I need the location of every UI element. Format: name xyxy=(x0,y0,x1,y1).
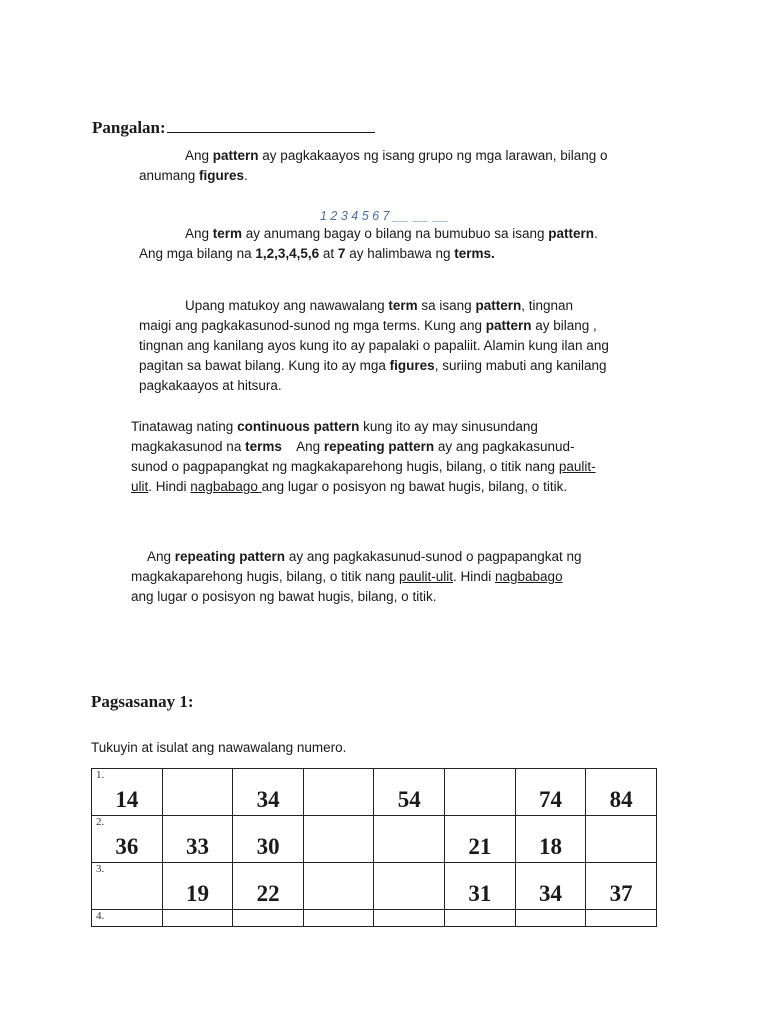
paragraph-continuous-pattern: Tinatawag nating continuous pattern kung ito ay may sinusundang magkakasunod na terms Ang repeating pattern ay ang pagkakasunud-sunod o pagpapangkat ng magkakaparehong hugis, bilang, o titik nang paulit-ulit. Hindi nagbabago ang lugar o posisyon ng bawat hugis, bilang, o titik. xyxy=(131,419,596,494)
row-number: 4. xyxy=(96,910,105,922)
table-cell xyxy=(233,816,304,863)
table-cell[interactable] xyxy=(445,910,516,927)
cell-value: 14 xyxy=(115,787,139,812)
table-cell[interactable] xyxy=(92,910,163,927)
sequence-blanks: __ __ __ xyxy=(393,209,450,223)
table-row xyxy=(92,910,657,927)
term-pattern: pattern xyxy=(212,148,259,163)
table-cell xyxy=(92,769,163,816)
row-number: 2. xyxy=(96,816,105,828)
table-cell[interactable] xyxy=(162,769,233,816)
cell-value: 84 xyxy=(609,787,633,812)
table-cell[interactable] xyxy=(515,910,586,927)
paragraph-pattern-definition: Ang pattern ay pagkakaayos ng isang grupo ng mga larawan, bilang o anumang figures. xyxy=(139,148,608,183)
table-cell xyxy=(445,863,516,910)
table-cell[interactable] xyxy=(374,910,445,927)
sequence-example xyxy=(320,206,450,226)
row-number: 1. xyxy=(96,769,105,781)
table-cell xyxy=(233,769,304,816)
paragraph-missing-term: Upang matukoy ang nawawalang term sa isang pattern, tingnan maigi ang pagkakasunod-sunod ng mga terms. Kung ang pattern ay bilang , tingnan ang kanilang ayos kung ito ay papalaki o papaliit. Alamin kung ilan ang pagitan sa bawat bilang. Kung ito ay mga figures, suriing mabuti ang kanilang pagkakaayos at hitsura. xyxy=(139,298,609,393)
table-cell xyxy=(162,816,233,863)
cell-value: 34 xyxy=(256,787,280,812)
row-number: 3. xyxy=(96,863,105,875)
exercise-instruction: Tukuyin at isulat ang nawawalang numero. xyxy=(91,740,347,755)
cell-value: 37 xyxy=(609,881,633,906)
table-cell[interactable] xyxy=(374,863,445,910)
cell-value xyxy=(233,924,303,926)
cell-value: 30 xyxy=(256,834,280,859)
cell-value: 54 xyxy=(397,787,421,812)
table-cell[interactable] xyxy=(303,910,373,927)
table-cell[interactable] xyxy=(445,769,516,816)
table-cell[interactable] xyxy=(303,769,373,816)
table-cell xyxy=(92,816,163,863)
cell-value: 74 xyxy=(538,787,562,812)
table-cell[interactable] xyxy=(303,816,373,863)
cell-value: 33 xyxy=(185,834,209,859)
cell-value xyxy=(586,924,656,926)
sequence-numbers: 1 2 3 4 5 6 7 xyxy=(320,209,390,223)
name-blank-line[interactable] xyxy=(167,116,375,133)
table-cell[interactable] xyxy=(303,863,373,910)
table-cell xyxy=(162,863,233,910)
cell-value xyxy=(516,924,586,926)
table-cell xyxy=(515,816,586,863)
paragraph-repeating-pattern: Ang repeating pattern ay ang pagkakasunud-sunod o pagpapangkat ng magkakaparehong hugis, bilang, o titik nang paulit-ulit. Hindi nagbabago ang lugar o posisyon ng bawat hugis, bilang, o titik. xyxy=(131,549,582,604)
table-cell[interactable] xyxy=(92,863,163,910)
cell-value: 18 xyxy=(538,834,562,859)
exercise-title: Pagsasanay 1: xyxy=(91,692,194,711)
table-cell xyxy=(445,816,516,863)
cell-value xyxy=(92,924,162,926)
table-cell xyxy=(586,863,657,910)
cell-value: 19 xyxy=(185,881,209,906)
exercise-table xyxy=(91,768,657,927)
cell-value xyxy=(163,924,233,926)
table-cell[interactable] xyxy=(374,816,445,863)
table-cell xyxy=(586,769,657,816)
cell-value xyxy=(445,924,515,926)
table-cell[interactable] xyxy=(586,816,657,863)
cell-value xyxy=(374,924,444,926)
table-cell[interactable] xyxy=(586,910,657,927)
cell-value: 31 xyxy=(468,881,492,906)
table-cell xyxy=(515,769,586,816)
table-cell xyxy=(515,863,586,910)
name-label-text: Pangalan: xyxy=(92,118,166,137)
name-field-label xyxy=(92,116,375,138)
table-cell xyxy=(233,863,304,910)
table-row xyxy=(92,863,657,910)
cell-value: 36 xyxy=(115,834,139,859)
cell-value: 22 xyxy=(256,881,280,906)
cell-value: 21 xyxy=(468,834,492,859)
table-row xyxy=(92,816,657,863)
table-cell xyxy=(374,769,445,816)
term-figures: figures xyxy=(199,168,245,183)
table-cell[interactable] xyxy=(233,910,304,927)
table-row xyxy=(92,769,657,816)
cell-value xyxy=(304,924,373,926)
cell-value: 34 xyxy=(538,881,562,906)
paragraph-term-definition: Ang term ay anumang bagay o bilang na bumubuo sa isang pattern. Ang mga bilang na 1,2,3,4,5,6 at 7 ay halimbawa ng terms. xyxy=(139,226,598,261)
table-cell[interactable] xyxy=(162,910,233,927)
